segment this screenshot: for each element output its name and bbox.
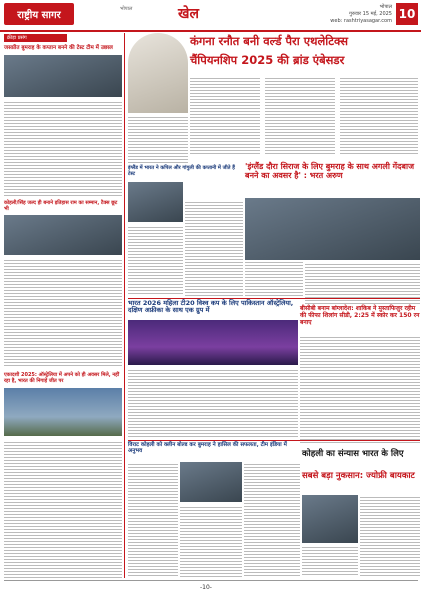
left-top-headline: जसप्रीत बुमराह के कप्तान बनने की टेस्ट टीम में उछाल — [4, 45, 113, 51]
kangana-body-4 — [128, 115, 188, 165]
kohli-photo — [302, 495, 358, 543]
section-title: खेल — [178, 6, 199, 22]
siraj-photo — [128, 182, 183, 222]
kangana-body-2 — [265, 76, 335, 156]
footer-page-mark: -10- — [200, 584, 212, 591]
masthead-web: web: rashtriyasagar.com — [330, 18, 392, 24]
kangana-body-1 — [190, 76, 260, 156]
kangana-photo — [128, 33, 188, 113]
left-mid-caption: कोहली/सिंह जल्द ही बनाने इतिहास राम का सम्मान, टैक्स छूट भी — [4, 200, 118, 212]
kohli-bowled-headline: विराट कोहली को क्लीन बोल्ड कर बुमराह ने हासिल की सफलता, टीम इंडिया में अनुभव — [128, 442, 287, 455]
divider-bottom-horizontal — [128, 440, 420, 441]
left-top-body — [4, 100, 122, 198]
bottom-mid-body-1 — [128, 462, 178, 577]
women-team-photo — [128, 320, 298, 365]
kangana-body-3 — [340, 76, 418, 156]
masthead-date: गुरुवार 15 मई, 2025 — [349, 11, 392, 17]
cricket-team-photo — [245, 198, 420, 260]
left-bottom-caption: एकादशी 2025: ऑस्ट्रेलिया में अपने को ही अवसर मिले, नहीं रहा है, भारत की निगाहें जीत पर — [4, 372, 120, 384]
kangana-headline-1: कंगना रनौत बनी वर्ल्ड पैरा एथलेटिक्स — [190, 34, 348, 48]
kohli-body-2 — [302, 545, 358, 577]
masthead-city: भोपाल — [379, 4, 392, 10]
siraj-headline: 'इंग्लैंड दौरा सिराज के लिए बुमराह के साथ अगली गेंदबाज बनने का अवसर है' : भरत अरुण — [245, 162, 415, 181]
kohli-headline-2: सबसे बड़ा नुकसान: ज्योफ्री बायकाट — [302, 471, 415, 481]
bottom-mid-body-2 — [180, 505, 242, 577]
siraj-body-3 — [128, 225, 183, 295]
batsman-photo — [180, 462, 242, 502]
masthead-meta-right — [330, 4, 392, 25]
footer-rule — [4, 580, 418, 581]
kangana-headline-2: चैंपियनशिप 2025 की ब्रांड एंबेसडर — [190, 53, 345, 67]
women-wc-body — [128, 368, 298, 438]
page-number: 10 — [396, 3, 418, 25]
left-bottom-body — [4, 440, 122, 578]
shakib-headline: बीसीबी बनाम बांग्लादेश: शाकिब ने मुस्ताफिजुर रहीम की फीफा शिलांग सीडी, 2:25 में स्कोर कर 150 रन बनाए — [300, 305, 420, 326]
player-portraits — [4, 215, 122, 255]
bottom-mid-body-3 — [244, 462, 300, 577]
divider-mid-horizontal — [128, 298, 420, 299]
kohli-body-1 — [360, 495, 420, 577]
kohli-headline-1: कोहली का संन्यास भारत के लिए — [302, 449, 404, 459]
divider-left-vertical — [124, 33, 125, 578]
england-kicker: इंग्लैंड में भारत ने कपिल और गांगुली की कप्तानी में जीते हैं टेस्ट — [128, 165, 235, 177]
bumrah-photo — [4, 55, 122, 97]
left-top-kicker: क्रीड़ा प्रसंग — [4, 34, 67, 42]
women-wc-headline: भारत 2026 महिला टी20 विश्व कप के लिए पाकिस्तान ऑस्ट्रेलिया, दक्षिण अफ्रीका के साथ एक ग्रुप में — [128, 299, 294, 315]
stadium-photo — [4, 388, 122, 436]
newspaper-logo: राष्ट्रीय सागर — [4, 3, 74, 25]
masthead-meta-left: भोपाल — [120, 6, 133, 12]
shakib-body — [300, 335, 420, 445]
siraj-body-1 — [185, 200, 243, 300]
left-mid-body — [4, 258, 122, 368]
